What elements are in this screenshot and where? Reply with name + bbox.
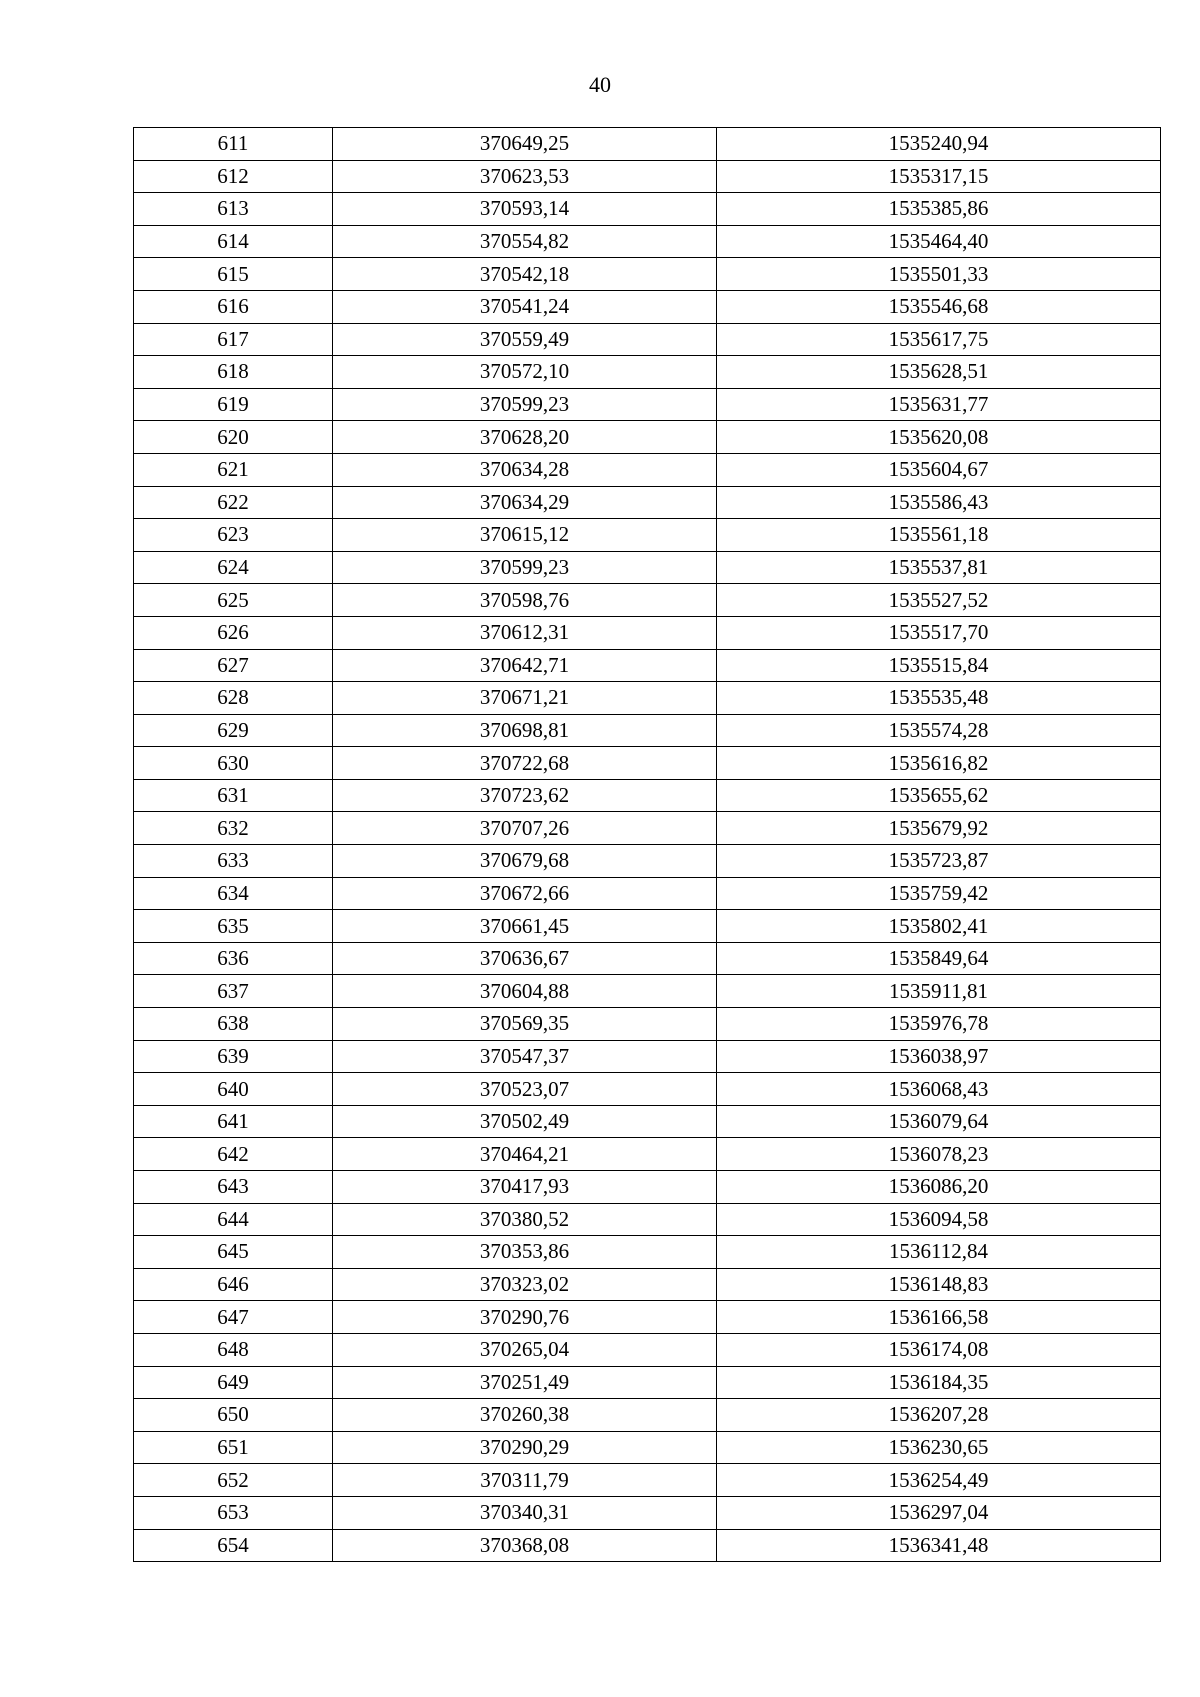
x-coordinate-cell: 370251,49 — [333, 1366, 717, 1399]
x-coordinate-cell: 370661,45 — [333, 910, 717, 943]
table-row — [134, 714, 1161, 747]
y-coordinate-cell: 1535620,08 — [717, 421, 1161, 454]
table-row — [134, 942, 1161, 975]
point-number-cell: 619 — [134, 388, 333, 421]
table-row — [134, 1203, 1161, 1236]
table-row — [134, 225, 1161, 258]
point-number-cell: 654 — [134, 1529, 333, 1562]
table-row — [134, 388, 1161, 421]
y-coordinate-cell: 1535317,15 — [717, 160, 1161, 193]
point-number-cell: 633 — [134, 845, 333, 878]
point-number-cell: 652 — [134, 1464, 333, 1497]
point-number-cell: 648 — [134, 1333, 333, 1366]
table-row — [134, 1529, 1161, 1562]
x-coordinate-cell: 370723,62 — [333, 779, 717, 812]
table-row — [134, 1008, 1161, 1041]
y-coordinate-cell: 1535517,70 — [717, 616, 1161, 649]
y-coordinate-cell: 1535537,81 — [717, 551, 1161, 584]
y-coordinate-cell: 1536078,23 — [717, 1138, 1161, 1171]
x-coordinate-cell: 370623,53 — [333, 160, 717, 193]
table-row — [134, 1399, 1161, 1432]
table-row — [134, 584, 1161, 617]
y-coordinate-cell: 1535586,43 — [717, 486, 1161, 519]
point-number-cell: 623 — [134, 519, 333, 552]
x-coordinate-cell: 370559,49 — [333, 323, 717, 356]
point-number-cell: 629 — [134, 714, 333, 747]
y-coordinate-cell: 1536086,20 — [717, 1171, 1161, 1204]
table-row — [134, 779, 1161, 812]
y-coordinate-cell: 1535976,78 — [717, 1008, 1161, 1041]
x-coordinate-cell: 370290,76 — [333, 1301, 717, 1334]
y-coordinate-cell: 1536148,83 — [717, 1268, 1161, 1301]
table-row — [134, 1496, 1161, 1529]
y-coordinate-cell: 1535535,48 — [717, 682, 1161, 715]
y-coordinate-cell: 1535631,77 — [717, 388, 1161, 421]
table-row — [134, 1464, 1161, 1497]
x-coordinate-cell: 370260,38 — [333, 1399, 717, 1432]
table-row — [134, 1366, 1161, 1399]
table-row — [134, 356, 1161, 389]
x-coordinate-cell: 370547,37 — [333, 1040, 717, 1073]
y-coordinate-cell: 1535849,64 — [717, 942, 1161, 975]
y-coordinate-cell: 1536184,35 — [717, 1366, 1161, 1399]
x-coordinate-cell: 370290,29 — [333, 1431, 717, 1464]
x-coordinate-cell: 370464,21 — [333, 1138, 717, 1171]
point-number-cell: 653 — [134, 1496, 333, 1529]
point-number-cell: 617 — [134, 323, 333, 356]
x-coordinate-cell: 370523,07 — [333, 1073, 717, 1106]
table-row — [134, 1171, 1161, 1204]
table-row — [134, 1236, 1161, 1269]
point-number-cell: 646 — [134, 1268, 333, 1301]
point-number-cell: 647 — [134, 1301, 333, 1334]
coordinates-table — [133, 127, 1161, 1562]
y-coordinate-cell: 1536341,48 — [717, 1529, 1161, 1562]
point-number-cell: 631 — [134, 779, 333, 812]
point-number-cell: 635 — [134, 910, 333, 943]
table-row — [134, 160, 1161, 193]
point-number-cell: 611 — [134, 128, 333, 161]
table-row — [134, 1073, 1161, 1106]
point-number-cell: 622 — [134, 486, 333, 519]
y-coordinate-cell: 1535911,81 — [717, 975, 1161, 1008]
y-coordinate-cell: 1535240,94 — [717, 128, 1161, 161]
y-coordinate-cell: 1535679,92 — [717, 812, 1161, 845]
point-number-cell: 640 — [134, 1073, 333, 1106]
table-row — [134, 128, 1161, 161]
point-number-cell: 638 — [134, 1008, 333, 1041]
x-coordinate-cell: 370311,79 — [333, 1464, 717, 1497]
table-row — [134, 812, 1161, 845]
point-number-cell: 649 — [134, 1366, 333, 1399]
y-coordinate-cell: 1536254,49 — [717, 1464, 1161, 1497]
point-number-cell: 626 — [134, 616, 333, 649]
table-row — [134, 1105, 1161, 1138]
x-coordinate-cell: 370353,86 — [333, 1236, 717, 1269]
table-row — [134, 975, 1161, 1008]
y-coordinate-cell: 1535515,84 — [717, 649, 1161, 682]
table-row — [134, 747, 1161, 780]
y-coordinate-cell: 1535546,68 — [717, 290, 1161, 323]
point-number-cell: 643 — [134, 1171, 333, 1204]
point-number-cell: 621 — [134, 453, 333, 486]
x-coordinate-cell: 370265,04 — [333, 1333, 717, 1366]
x-coordinate-cell: 370679,68 — [333, 845, 717, 878]
coordinates-table-body — [134, 128, 1161, 1562]
table-row — [134, 1040, 1161, 1073]
y-coordinate-cell: 1535616,82 — [717, 747, 1161, 780]
y-coordinate-cell: 1536297,04 — [717, 1496, 1161, 1529]
x-coordinate-cell: 370380,52 — [333, 1203, 717, 1236]
table-row — [134, 1333, 1161, 1366]
x-coordinate-cell: 370634,28 — [333, 453, 717, 486]
x-coordinate-cell: 370671,21 — [333, 682, 717, 715]
y-coordinate-cell: 1535527,52 — [717, 584, 1161, 617]
point-number-cell: 637 — [134, 975, 333, 1008]
x-coordinate-cell: 370541,24 — [333, 290, 717, 323]
point-number-cell: 620 — [134, 421, 333, 454]
x-coordinate-cell: 370554,82 — [333, 225, 717, 258]
y-coordinate-cell: 1535574,28 — [717, 714, 1161, 747]
point-number-cell: 614 — [134, 225, 333, 258]
y-coordinate-cell: 1536230,65 — [717, 1431, 1161, 1464]
y-coordinate-cell: 1536079,64 — [717, 1105, 1161, 1138]
y-coordinate-cell: 1535759,42 — [717, 877, 1161, 910]
y-coordinate-cell: 1535501,33 — [717, 258, 1161, 291]
x-coordinate-cell: 370649,25 — [333, 128, 717, 161]
point-number-cell: 642 — [134, 1138, 333, 1171]
table-row — [134, 845, 1161, 878]
table-row — [134, 323, 1161, 356]
x-coordinate-cell: 370368,08 — [333, 1529, 717, 1562]
table-row — [134, 1138, 1161, 1171]
y-coordinate-cell: 1536112,84 — [717, 1236, 1161, 1269]
table-row — [134, 649, 1161, 682]
x-coordinate-cell: 370612,31 — [333, 616, 717, 649]
y-coordinate-cell: 1535561,18 — [717, 519, 1161, 552]
table-row — [134, 1301, 1161, 1334]
y-coordinate-cell: 1536174,08 — [717, 1333, 1161, 1366]
point-number-cell: 636 — [134, 942, 333, 975]
table-row — [134, 453, 1161, 486]
y-coordinate-cell: 1536038,97 — [717, 1040, 1161, 1073]
table-row — [134, 258, 1161, 291]
x-coordinate-cell: 370598,76 — [333, 584, 717, 617]
point-number-cell: 632 — [134, 812, 333, 845]
point-number-cell: 628 — [134, 682, 333, 715]
x-coordinate-cell: 370722,68 — [333, 747, 717, 780]
point-number-cell: 618 — [134, 356, 333, 389]
point-number-cell: 650 — [134, 1399, 333, 1432]
table-row — [134, 877, 1161, 910]
point-number-cell: 634 — [134, 877, 333, 910]
y-coordinate-cell: 1535617,75 — [717, 323, 1161, 356]
y-coordinate-cell: 1535655,62 — [717, 779, 1161, 812]
table-row — [134, 290, 1161, 323]
table-row — [134, 1268, 1161, 1301]
table-row — [134, 421, 1161, 454]
table-row — [134, 910, 1161, 943]
table-row — [134, 616, 1161, 649]
x-coordinate-cell: 370636,67 — [333, 942, 717, 975]
y-coordinate-cell: 1535802,41 — [717, 910, 1161, 943]
y-coordinate-cell: 1536166,58 — [717, 1301, 1161, 1334]
x-coordinate-cell: 370599,23 — [333, 388, 717, 421]
x-coordinate-cell: 370599,23 — [333, 551, 717, 584]
point-number-cell: 645 — [134, 1236, 333, 1269]
y-coordinate-cell: 1535723,87 — [717, 845, 1161, 878]
y-coordinate-cell: 1536068,43 — [717, 1073, 1161, 1106]
page-number: 40 — [589, 72, 611, 97]
point-number-cell: 624 — [134, 551, 333, 584]
point-number-cell: 615 — [134, 258, 333, 291]
x-coordinate-cell: 370698,81 — [333, 714, 717, 747]
y-coordinate-cell: 1535604,67 — [717, 453, 1161, 486]
x-coordinate-cell: 370634,29 — [333, 486, 717, 519]
x-coordinate-cell: 370615,12 — [333, 519, 717, 552]
point-number-cell: 644 — [134, 1203, 333, 1236]
x-coordinate-cell: 370542,18 — [333, 258, 717, 291]
x-coordinate-cell: 370340,31 — [333, 1496, 717, 1529]
table-row — [134, 519, 1161, 552]
x-coordinate-cell: 370604,88 — [333, 975, 717, 1008]
y-coordinate-cell: 1536094,58 — [717, 1203, 1161, 1236]
y-coordinate-cell: 1536207,28 — [717, 1399, 1161, 1432]
point-number-cell: 613 — [134, 193, 333, 226]
point-number-cell: 612 — [134, 160, 333, 193]
table-row — [134, 486, 1161, 519]
point-number-cell: 616 — [134, 290, 333, 323]
x-coordinate-cell: 370323,02 — [333, 1268, 717, 1301]
y-coordinate-cell: 1535628,51 — [717, 356, 1161, 389]
point-number-cell: 641 — [134, 1105, 333, 1138]
table-row — [134, 1431, 1161, 1464]
table-row — [134, 193, 1161, 226]
point-number-cell: 625 — [134, 584, 333, 617]
table-row — [134, 682, 1161, 715]
y-coordinate-cell: 1535385,86 — [717, 193, 1161, 226]
x-coordinate-cell: 370572,10 — [333, 356, 717, 389]
x-coordinate-cell: 370672,66 — [333, 877, 717, 910]
point-number-cell: 627 — [134, 649, 333, 682]
x-coordinate-cell: 370502,49 — [333, 1105, 717, 1138]
point-number-cell: 639 — [134, 1040, 333, 1073]
x-coordinate-cell: 370569,35 — [333, 1008, 717, 1041]
x-coordinate-cell: 370417,93 — [333, 1171, 717, 1204]
y-coordinate-cell: 1535464,40 — [717, 225, 1161, 258]
table-row — [134, 551, 1161, 584]
x-coordinate-cell: 370628,20 — [333, 421, 717, 454]
x-coordinate-cell: 370593,14 — [333, 193, 717, 226]
x-coordinate-cell: 370642,71 — [333, 649, 717, 682]
point-number-cell: 630 — [134, 747, 333, 780]
point-number-cell: 651 — [134, 1431, 333, 1464]
x-coordinate-cell: 370707,26 — [333, 812, 717, 845]
